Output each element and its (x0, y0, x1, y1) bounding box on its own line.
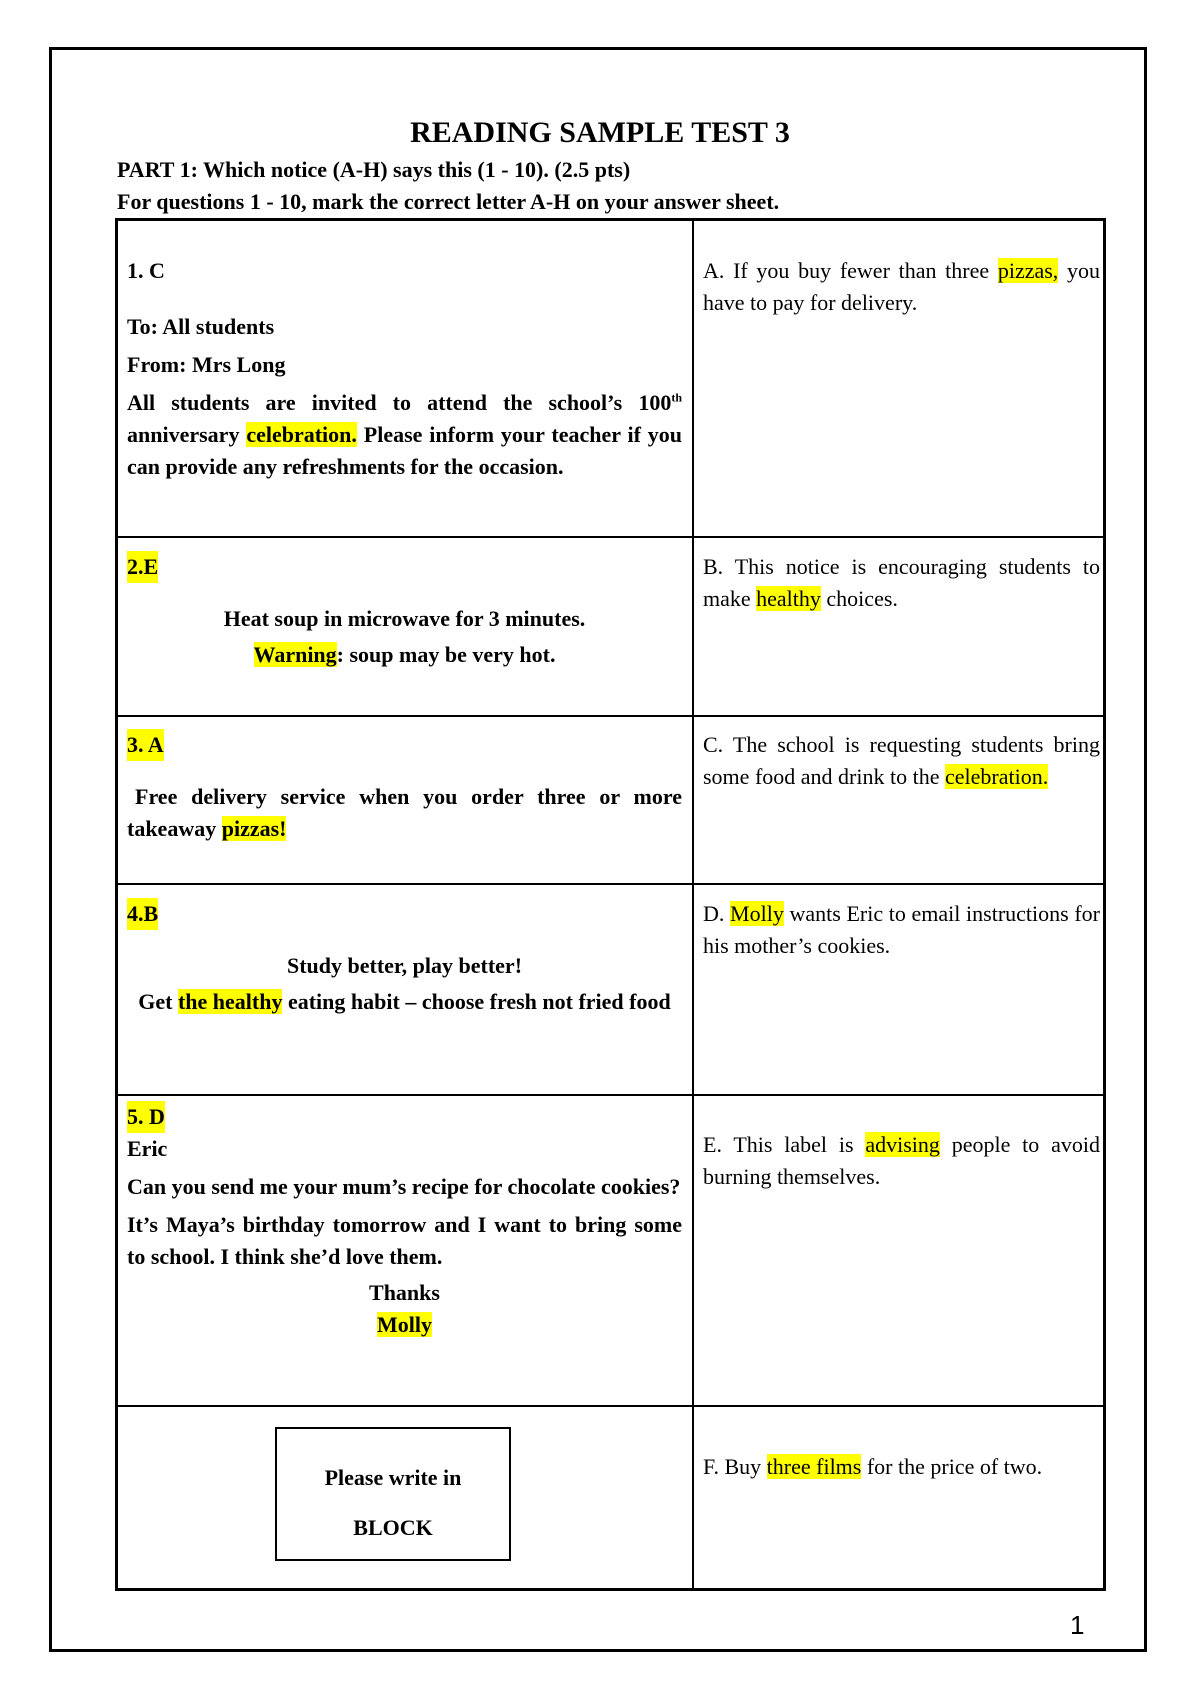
column-divider (692, 221, 694, 1588)
notice-4-line1: Study better, play better! (286, 953, 523, 978)
notice-4 (127, 898, 682, 1018)
notice-6-line2: BLOCK (353, 1515, 433, 1540)
notice-5-greeting: Eric (127, 1136, 168, 1161)
notices-table (115, 218, 1106, 1591)
option-a: A. If you buy fewer than three pizzas, you have to pay for delivery. (703, 258, 1100, 315)
row-divider (118, 883, 1103, 885)
notice-3-answer: 3. A (127, 729, 164, 761)
notice-3-text: Free delivery service when you order three or more takeaway pizzas! (127, 784, 682, 841)
notice-5-thanks: Thanks (369, 1280, 440, 1305)
row-divider (118, 715, 1103, 717)
notice-5-p1: Can you send me your mum’s recipe for chocolate cookies? (127, 1174, 681, 1199)
notice-4-answer: 4.B (127, 898, 158, 930)
notice-5-p2: It’s Maya’s birthday tomorrow and I want to bring some to school. I think she’d love them. (127, 1212, 682, 1269)
notice-2-answer: 2.E (127, 551, 158, 583)
notice-1-body: All students are invited to attend the school’s 100th anniversary celebration. Please inform your teacher if you can provide any refreshments for the occasion. (127, 390, 682, 479)
notice-5 (127, 1101, 682, 1341)
notice-2-line2: Warning: soup may be very hot. (253, 642, 556, 667)
notice-5-answer: 5. D (127, 1101, 165, 1133)
row-divider (118, 1405, 1103, 1407)
notice-1-to: To: All students (127, 314, 275, 339)
row-divider (118, 1094, 1103, 1096)
notice-2 (127, 551, 682, 671)
page-number: 1 (1070, 1610, 1085, 1640)
row-divider (118, 536, 1103, 538)
notice-6-block-sign (275, 1427, 511, 1561)
notice-6-line1: Please write in (324, 1465, 462, 1490)
notice-1-from: From: Mrs Long (127, 352, 286, 377)
notice-3 (127, 729, 682, 845)
notice-5-signature: Molly (377, 1312, 432, 1337)
option-c: C. The school is requesting students bring some food and drink to the celebration. (703, 732, 1100, 789)
instruction-part1: PART 1: Which notice (A-H) says this (1 - 10). (2.5 pts) (117, 157, 631, 182)
option-e: E. This label is advising people to avoid burning themselves. (703, 1132, 1100, 1189)
page-title: READING SAMPLE TEST 3 (410, 116, 790, 149)
notice-4-line2: Get the healthy eating habit – choose fresh not fried food (138, 989, 671, 1014)
option-b: B. This notice is encouraging students to make healthy choices. (703, 554, 1100, 611)
option-d: D. Molly wants Eric to email instructions for his mother’s cookies. (703, 901, 1101, 958)
instruction-mark-letter: For questions 1 - 10, mark the correct letter A-H on your answer sheet. (117, 189, 780, 214)
notice-1-answer: 1. C (127, 258, 165, 283)
notice-2-line1: Heat soup in microwave for 3 minutes. (223, 606, 586, 631)
option-f: F. Buy three films for the price of two. (703, 1454, 1043, 1479)
notice-1 (127, 255, 682, 483)
